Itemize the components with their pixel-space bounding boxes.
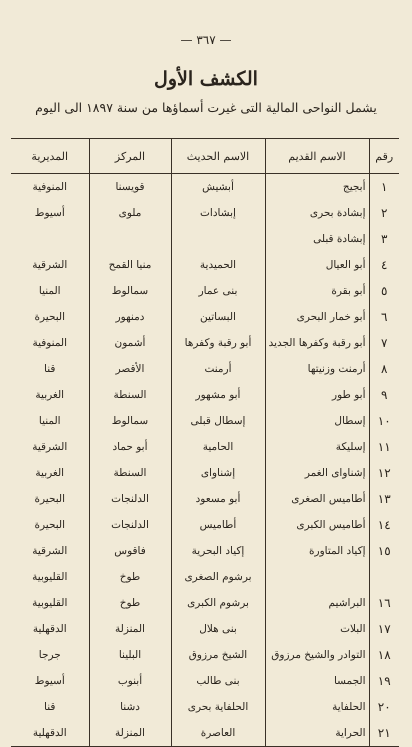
table-row: [11, 382, 399, 408]
markaz-cell: المنزلة: [89, 720, 171, 747]
table-row: [11, 590, 399, 616]
mudiriya-cell: الشرقية: [32, 441, 68, 453]
row-number: ١: [369, 174, 399, 201]
table-row: [11, 486, 399, 512]
row-number: ٧: [369, 330, 399, 356]
mudiriya-cell: أسيوط: [34, 675, 65, 687]
row-number: ٩: [369, 382, 399, 408]
new-name-cell: أبو مسعود: [171, 486, 265, 512]
new-name-cell: إشناواى: [171, 460, 265, 486]
old-name-cell: إشناواى الغمر: [265, 460, 369, 486]
old-name-cell: أبو العيال: [265, 252, 369, 278]
row-number: ١٢: [369, 460, 399, 486]
document-title: الكشف الأول: [154, 68, 258, 90]
mudiriya-cell: المنوفية: [32, 181, 68, 193]
old-name-cell: إسليكة: [265, 434, 369, 460]
old-name-cell: أطاميس الكبرى: [265, 512, 369, 538]
document-subtitle: يشمل النواحى المالية التى غيرت أسماؤها من سنة ١٨٩٧ الى اليوم: [35, 100, 377, 115]
table-row: [11, 408, 399, 434]
old-name-cell: إبشادة قبلى: [265, 226, 369, 252]
table-row: [11, 460, 399, 486]
row-number: ١٦: [369, 590, 399, 616]
mudiriya-cell: الغربية: [35, 467, 65, 479]
names-table: [11, 138, 399, 747]
markaz-cell: البلينا: [89, 642, 171, 668]
row-number: [369, 564, 399, 590]
column-header-markaz: المركز: [89, 139, 171, 174]
column-header-number: رقم: [369, 139, 399, 174]
new-name-cell: إسطال قبلى: [171, 408, 265, 434]
markaz-cell: أبو حماد: [89, 434, 171, 460]
new-name-cell: بنى عمار: [171, 278, 265, 304]
mudiriya-cell: [11, 226, 89, 252]
row-number: ١٧: [369, 616, 399, 642]
mudiriya-cell: قنا: [44, 701, 56, 713]
row-number: ١٩: [369, 668, 399, 694]
mudiriya-cell: المنيا: [38, 285, 61, 297]
mudiriya-cell: الدقهلية: [32, 623, 67, 635]
row-number: ٦: [369, 304, 399, 330]
new-name-cell: الحلفاية بحرى: [171, 694, 265, 720]
mudiriya-cell: أسيوط: [34, 207, 65, 219]
row-number: ٢١: [369, 720, 399, 747]
new-name-cell: العاصرة: [171, 720, 265, 747]
table-row: [11, 252, 399, 278]
column-header-mudiriya: المديرية: [11, 139, 89, 174]
new-name-cell: الحامية: [171, 434, 265, 460]
mudiriya-cell: البحيرة: [34, 519, 66, 531]
old-name-cell: البراشيم: [265, 590, 369, 616]
column-header-new-name: الاسم الحديث: [171, 139, 265, 174]
table-row: [11, 200, 399, 226]
mudiriya-cell: الشرقية: [32, 545, 68, 557]
row-number: ٢٠: [369, 694, 399, 720]
table-row: [11, 538, 399, 564]
markaz-cell: طوخ: [89, 564, 171, 590]
table-row: [11, 434, 399, 460]
new-name-cell: بنى هلال: [171, 616, 265, 642]
table-row: [11, 304, 399, 330]
new-name-cell: أبو مشهور: [171, 382, 265, 408]
new-name-cell: الشيخ مرزوق: [171, 642, 265, 668]
mudiriya-cell: الدقهلية: [11, 720, 89, 747]
old-name-cell: الحراية: [265, 720, 369, 747]
row-number: ١٥: [369, 538, 399, 564]
old-name-cell: أبجيج: [265, 174, 369, 201]
table-row: [11, 512, 399, 538]
row-number: ٢: [369, 200, 399, 226]
old-name-cell: أبو خمار البحرى: [265, 304, 369, 330]
old-name-cell: إبشادة بحرى: [265, 200, 369, 226]
row-number: ٣: [369, 226, 399, 252]
table-row: [11, 356, 399, 382]
mudiriya-cell: الشرقية: [32, 259, 68, 271]
markaz-cell: طوخ: [89, 590, 171, 616]
table-row: [11, 226, 399, 252]
markaz-cell: السنطة: [89, 460, 171, 486]
mudiriya-cell: القليوبية: [32, 571, 68, 583]
row-number: ١٨: [369, 642, 399, 668]
markaz-cell: الدلنجات: [89, 486, 171, 512]
old-name-cell: أبو رقبة وكفرها الجديد: [265, 330, 369, 356]
table-row: [11, 278, 399, 304]
table-row: [11, 174, 399, 201]
table-header-row: [11, 139, 399, 174]
markaz-cell: قويسنا: [89, 174, 171, 201]
mudiriya-cell: القليوبية: [32, 597, 68, 609]
old-name-cell: البلات: [265, 616, 369, 642]
mudiriya-cell: البحيرة: [34, 493, 66, 505]
row-number: ٨: [369, 356, 399, 382]
new-name-cell: إبشادات: [171, 200, 265, 226]
mudiriya-cell: المنيا: [38, 415, 61, 427]
old-name-cell: أطاميس الصغرى: [265, 486, 369, 512]
row-number: ٥: [369, 278, 399, 304]
new-name-cell: أبشيش: [171, 174, 265, 201]
old-name-cell: الجمسا: [265, 668, 369, 694]
mudiriya-cell: البحيرة: [34, 311, 66, 323]
markaz-cell: ملوى: [89, 200, 171, 226]
page-number: — ٣٦٧ —: [180, 33, 232, 47]
old-name-cell: إسطال: [265, 408, 369, 434]
table-row: [11, 694, 399, 720]
row-number: ١٠: [369, 408, 399, 434]
row-number: ١١: [369, 434, 399, 460]
markaz-cell: فاقوس: [89, 538, 171, 564]
new-name-cell: أرمنت: [171, 356, 265, 382]
old-name-cell: إكياد المتاورة: [265, 538, 369, 564]
new-name-cell: أبو رقبة وكفرها: [171, 330, 265, 356]
mudiriya-cell: جرجا: [38, 649, 61, 661]
mudiriya-cell: المنوفية: [32, 337, 68, 349]
column-header-old-name: الاسم القديم: [265, 139, 369, 174]
old-name-cell: أبو بقرة: [265, 278, 369, 304]
mudiriya-cell: قنا: [44, 363, 56, 375]
row-number: ١٣: [369, 486, 399, 512]
table-row: [11, 616, 399, 642]
new-name-cell: برشوم الصغرى: [171, 564, 265, 590]
new-name-cell: برشوم الكبرى: [171, 590, 265, 616]
old-name-cell: أبو طور: [265, 382, 369, 408]
markaz-cell: أشمون: [89, 330, 171, 356]
markaz-cell: المنزلة: [89, 616, 171, 642]
table-row: [11, 642, 399, 668]
table-row: [11, 330, 399, 356]
table-row: [11, 668, 399, 694]
old-name-cell: الحلفاية: [265, 694, 369, 720]
new-name-cell: بنى طالب: [171, 668, 265, 694]
markaz-cell: أبنوب: [89, 668, 171, 694]
markaz-cell: سمالوط: [89, 408, 171, 434]
new-name-cell: البساتين: [171, 304, 265, 330]
new-name-cell: [171, 226, 265, 252]
old-name-cell: التوادر والشيخ مرزوق: [265, 642, 369, 668]
markaz-cell: السنطة: [89, 382, 171, 408]
markaz-cell: الأقصر: [89, 356, 171, 382]
mudiriya-cell: الغربية: [35, 389, 65, 401]
markaz-cell: سمالوط: [89, 278, 171, 304]
table-row: [11, 720, 399, 747]
new-name-cell: إكياد البحرية: [171, 538, 265, 564]
row-number: ٤: [369, 252, 399, 278]
markaz-cell: منيا القمح: [89, 252, 171, 278]
old-name-cell: أرمنت وزنيتها: [265, 356, 369, 382]
markaz-cell: الدلنجات: [89, 512, 171, 538]
new-name-cell: أطاميس: [171, 512, 265, 538]
new-name-cell: الحميدية: [171, 252, 265, 278]
markaz-cell: [89, 226, 171, 252]
table-row: [11, 564, 399, 590]
markaz-cell: دشنا: [89, 694, 171, 720]
row-number: ١٤: [369, 512, 399, 538]
old-name-cell: [265, 564, 369, 590]
markaz-cell: دمنهور: [89, 304, 171, 330]
